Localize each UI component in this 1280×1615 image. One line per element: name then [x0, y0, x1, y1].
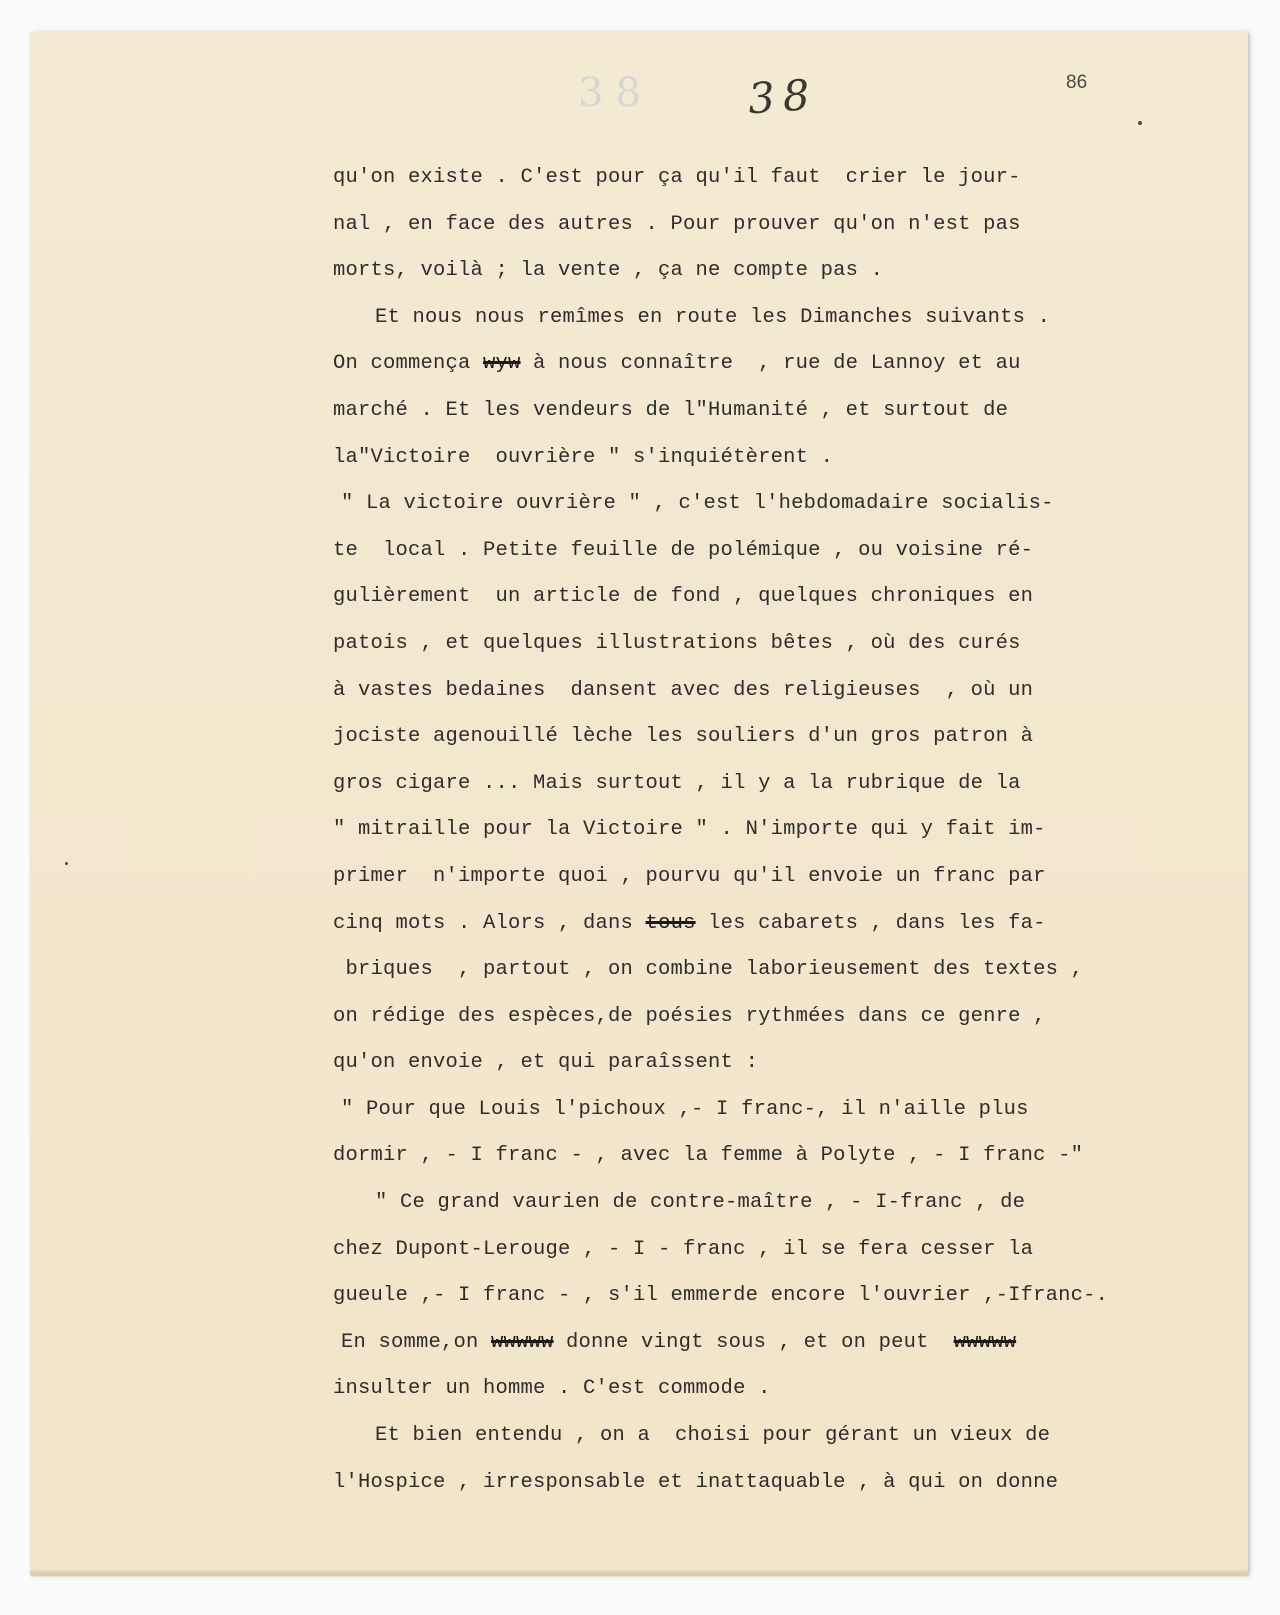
line-text-continued: les cabarets , dans les fa-	[695, 911, 1046, 935]
text-line	[333, 719, 1233, 766]
line-text: insulter un homme . C'est commode .	[333, 1377, 771, 1401]
text-line	[333, 393, 1233, 440]
line-text: gueule ,- I franc - , s'il emmerde encore l'ouvrier ,-Ifranc-.	[333, 1284, 1109, 1308]
line-text: " La victoire ouvrière " , c'est l'hebdomadaire socialis-	[341, 492, 1054, 516]
text-line	[333, 766, 1233, 813]
line-text: marché . Et les vendeurs de l"Humanité , et surtout de	[333, 398, 1009, 422]
line-text: Et bien entendu , on a choisi pour gérant un vieux de	[375, 1424, 1051, 1448]
text-line	[333, 300, 1233, 347]
line-text: morts, voilà ; la vente , ça ne compte pas .	[333, 259, 884, 283]
line-text: à vastes bedaines dansent avec des religieuses , où un	[333, 678, 1034, 702]
line-text: " Ce grand vaurien de contre-maître , - I-franc , de	[375, 1191, 1026, 1215]
text-line	[333, 1185, 1233, 1232]
line-text: primer n'importe quoi , pourvu qu'il envoie un franc par	[333, 864, 1046, 888]
line-text: la"Victoire ouvrière " s'inquiétèrent .	[333, 445, 834, 469]
text-line	[333, 1045, 1233, 1092]
struck-out-text: tous	[645, 911, 696, 935]
text-line	[333, 533, 1233, 580]
text-line	[333, 1138, 1233, 1185]
line-text: qu'on envoie , et qui paraîssent :	[333, 1051, 759, 1075]
text-line	[333, 1325, 1233, 1372]
faded-folio-number: 38	[578, 70, 653, 116]
text-line	[333, 906, 1233, 953]
text-line	[333, 207, 1233, 254]
handwritten-folio-number: 38	[746, 69, 820, 124]
text-line	[333, 999, 1233, 1046]
line-text: dormir , - I franc - , avec la femme à Polyte , - I franc -"	[333, 1144, 1084, 1168]
text-line	[333, 346, 1233, 393]
line-text: patois , et quelques illustrations bêtes , où des curés	[333, 631, 1021, 655]
text-line	[333, 1232, 1233, 1279]
line-text: gros cigare ... Mais surtout , il y a la rubrique de la	[333, 771, 1021, 795]
line-text: " mitraille pour la Victoire " . N'importe qui y fait im-	[333, 818, 1046, 842]
line-text: cinq mots . Alors , dans	[333, 911, 646, 935]
text-line	[333, 673, 1233, 720]
typed-body-text	[333, 160, 1233, 1511]
line-text: " Pour que Louis l'pichoux ,- I franc-, il n'aille plus	[341, 1097, 1029, 1121]
ink-speck	[1138, 121, 1142, 125]
text-line	[333, 253, 1233, 300]
struck-out-text: wwwww	[953, 1330, 1017, 1354]
text-line	[333, 160, 1233, 207]
text-line	[333, 626, 1233, 673]
line-text: En somme,on	[341, 1330, 492, 1354]
line-text: briques , partout , on combine laborieusement des textes ,	[333, 958, 1084, 982]
text-line	[333, 440, 1233, 487]
text-line	[333, 486, 1233, 533]
line-text: Et nous nous remîmes en route les Dimanches suivants .	[375, 305, 1051, 329]
line-text-continued: à nous connaître , rue de Lannoy et au	[520, 352, 1021, 376]
line-text: nal , en face des autres . Pour prouver qu'on n'est pas	[333, 212, 1021, 236]
line-text-continued: donne vingt sous , et on peut	[553, 1330, 954, 1354]
text-line	[333, 1278, 1233, 1325]
page-number: 86	[1066, 72, 1088, 93]
text-line	[333, 1371, 1233, 1418]
text-line	[333, 952, 1233, 999]
line-text: l'Hospice , irresponsable et inattaquable , à qui on donne	[333, 1470, 1059, 1494]
text-line	[333, 812, 1233, 859]
line-text: on rédige des espèces,de poésies rythmées dans ce genre ,	[333, 1004, 1046, 1028]
text-line	[333, 579, 1233, 626]
line-text: jociste agenouillé lèche les souliers d'un gros patron à	[333, 725, 1034, 749]
line-text: On commença	[333, 352, 484, 376]
line-text: te local . Petite feuille de polémique , ou voisine ré-	[333, 538, 1034, 562]
line-text: gulièrement un article de fond , quelques chroniques en	[333, 585, 1034, 609]
line-text: chez Dupont-Lerouge , - I - franc , il se fera cesser la	[333, 1237, 1034, 1261]
line-text: qu'on existe . C'est pour ça qu'il faut crier le jour-	[333, 166, 1021, 189]
text-line	[333, 1092, 1233, 1139]
struck-out-text: wwwww	[491, 1330, 554, 1354]
text-line	[333, 859, 1233, 906]
text-line	[333, 1418, 1233, 1465]
ink-speck	[65, 862, 68, 865]
struck-out-text: wyw	[483, 352, 521, 376]
text-line	[333, 1465, 1233, 1512]
